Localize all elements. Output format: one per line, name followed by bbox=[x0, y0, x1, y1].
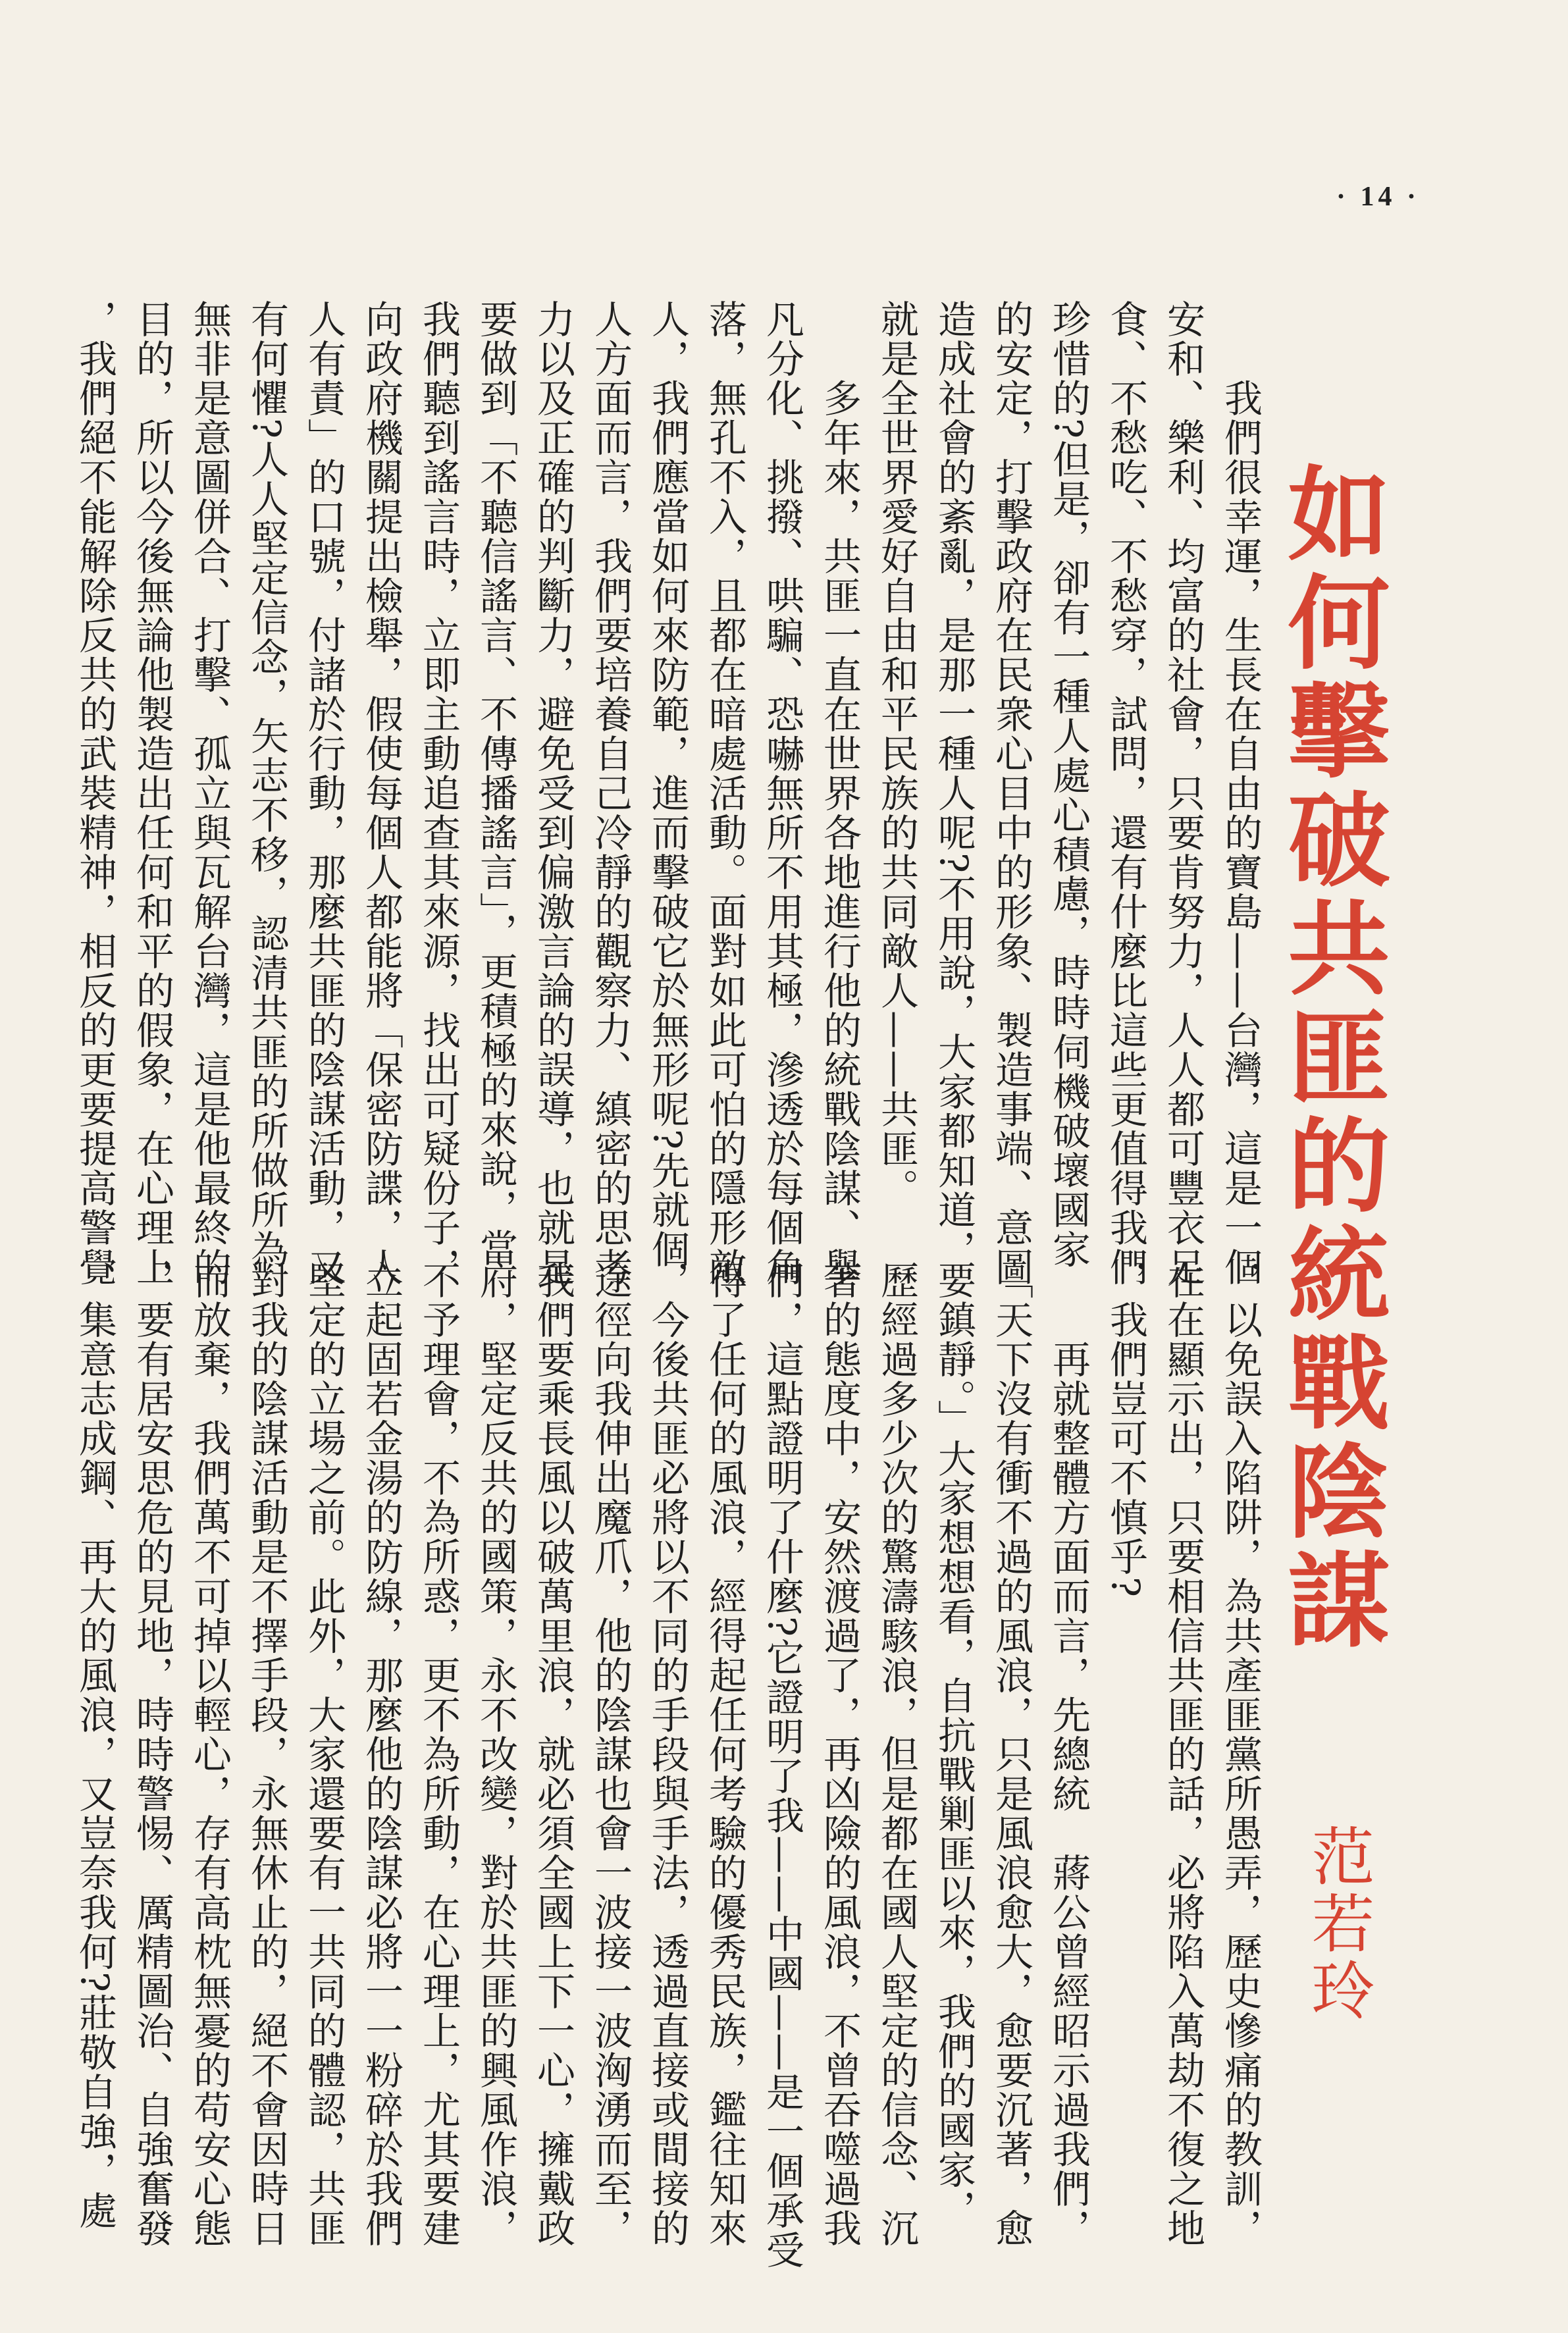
text-line: 對我的陰謀活動是不擇手段，永無休止的，絕不會因時日 bbox=[244, 1261, 289, 2248]
text-line: 得了任何的風浪，經得起任何考驗的優秀民族，鑑往知來 bbox=[702, 1261, 747, 2248]
article-title: 如何擊破共匪的統戰陰謀 bbox=[1271, 461, 1392, 1656]
text-line: 珍惜的?但是，卻有一種人處心積慮，時時伺機破壞國家 bbox=[1046, 300, 1091, 1270]
text-line: 再就整體方面而言，先總統 蔣公曾經昭示過我們， bbox=[1046, 1261, 1091, 2248]
body-text-upper-block bbox=[72, 300, 1268, 1287]
text-line: 要做到「不聽信謠言、不傳播謠言」，更積極的來說，當 bbox=[473, 300, 518, 1268]
text-line: 要鎮靜。」大家想想看，自抗戰剿匪以來，我們的國家， bbox=[931, 1261, 976, 2229]
text-line: ，以免誤入陷阱，為共產匪黨所愚弄，歷史慘痛的教訓， bbox=[1218, 1261, 1263, 2248]
text-line: 堅定的立場之前。此外，大家還要有一共同的體認，共匪 bbox=[301, 1261, 346, 2248]
text-line: 著的態度中，安然渡過了，再凶險的風浪，不曾吞噬過我 bbox=[817, 1261, 862, 2248]
text-line: 歷經過多少次的驚濤駭浪，但是都在國人堅定的信念、沉 bbox=[874, 1261, 919, 2248]
text-line: ，要有居安思危的見地，時時警惕、厲精圖治、自強奮發 bbox=[130, 1261, 174, 2248]
text-line: ，今後共匪必將以不同的手段與手法，透過直接或間接的 bbox=[645, 1261, 690, 2248]
text-line: 府，堅定反共的國策，永不改變，對於共匪的興風作浪， bbox=[473, 1261, 518, 2248]
text-line: 我們很幸運，生長在自由的寶島——台灣，這是一個 bbox=[1218, 300, 1263, 1287]
text-line: 人有責」的口號，付諸於行動，那麼共匪的陰謀活動，又 bbox=[301, 300, 346, 1287]
page-number: · 14 · bbox=[1336, 182, 1421, 212]
text-line: 凡分化、挑撥、哄騙、恐嚇無所不用其極，滲透於每個角 bbox=[760, 300, 804, 1287]
text-line: ，我們豈可不慎乎? bbox=[1103, 1261, 1148, 1599]
body-text-lower-block bbox=[72, 1261, 1268, 2270]
text-line: 在在顯示出，只要相信共匪的話，必將陷入萬劫不復之地 bbox=[1161, 1261, 1205, 2248]
text-line: 多年來，共匪一直在世界各地進行他的統戰陰謀、舉 bbox=[817, 300, 862, 1287]
text-line: 途徑向我伸出魔爪，他的陰謀也會一波接一波洶湧而至， bbox=[588, 1261, 633, 2248]
text-line: 立起固若金湯的防線，那麼他的陰謀必將一一粉碎於我們 bbox=[359, 1261, 404, 2248]
text-line: 、集意志成鋼、再大的風浪，又豈奈我何?莊敬自強，處 bbox=[72, 1261, 117, 2231]
text-line: 落，無孔不入，且都在暗處活動。面對如此可怕的隱形敵 bbox=[702, 300, 747, 1287]
text-line: 我們要乘長風以破萬里浪，就必須全國上下一心，擁戴政 bbox=[531, 1261, 575, 2248]
text-line: 而放棄，我們萬不可掉以輕心，存有高枕無憂的苟安心態 bbox=[187, 1261, 232, 2248]
text-line: 我們聽到謠言時，立即主動追查其來源，找出可疑份子， bbox=[416, 300, 461, 1287]
author-name: 范若玲 bbox=[1301, 1823, 1375, 2025]
text-line: 們，這點證明了什麼?它證明了我——中國——是一個承受 bbox=[760, 1261, 804, 2270]
text-line: 有何懼?人人堅定信念，矢志不移，認清共匪的所做所為 bbox=[244, 300, 289, 1270]
text-line: ，我們絕不能解除反共的武裝精神，相反的更要提高警覺 bbox=[72, 300, 117, 1287]
text-line: 的安定，打擊政府在民衆心目中的形象、製造事端、意圖 bbox=[989, 300, 1033, 1287]
text-line: 人，我們應當如何來防範，進而擊破它於無形呢?先就個 bbox=[645, 300, 690, 1270]
text-line: 向政府機關提出檢舉，假使每個人都能將「保密防諜，人 bbox=[359, 300, 404, 1287]
text-line: 人方面而言，我們要培養自己冷靜的觀察力、縝密的思考 bbox=[588, 300, 633, 1287]
text-line: 造成社會的紊亂，是那一種人呢?不用說，大家都知道， bbox=[931, 300, 976, 1270]
text-line: 「天下沒有衝不過的風浪，只是風浪愈大，愈要沉著，愈 bbox=[989, 1261, 1033, 2248]
text-line: 力以及正確的判斷力，避免受到偏激言論的誤導，也就是 bbox=[531, 300, 575, 1287]
text-line: 就是全世界愛好自由和平民族的共同敵人——共匪。 bbox=[874, 300, 919, 1208]
text-line: 無非是意圖併合、打擊、孤立與瓦解台灣，這是他最終的 bbox=[187, 300, 232, 1287]
text-line: 食、不愁吃、不愁穿，試問，還有什麼比這些更值得我們 bbox=[1103, 300, 1148, 1287]
text-line: 目的，所以今後無論他製造出任何和平的假象，在心理上 bbox=[130, 300, 174, 1287]
text-line: 不予理會，不為所惑，更不為所動，在心理上，尤其要建 bbox=[416, 1261, 461, 2248]
text-line: 安和、樂利、均富的社會，只要肯努力，人人都可豐衣足 bbox=[1161, 300, 1205, 1287]
